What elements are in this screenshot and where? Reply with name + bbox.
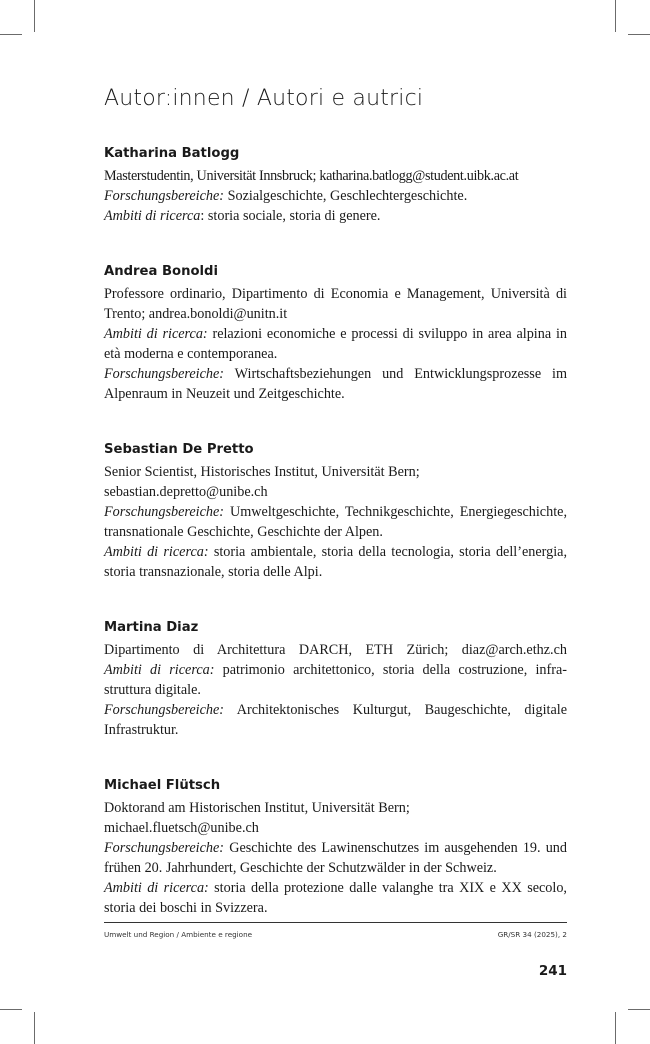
footer-issue: GR/SR 34 (2025), 2	[497, 930, 567, 939]
author-affiliation: Senior Scientist, Historisches Institut, Universität Bern;	[104, 464, 420, 480]
author-entry	[104, 778, 567, 918]
footer-journal-title: Umwelt und Region / Ambiente e regione	[104, 930, 253, 939]
footer-divider	[104, 922, 567, 923]
page-title: Autor:innen / Autori e autrici	[104, 86, 424, 111]
author-name: Andrea Bonoldi	[104, 264, 219, 279]
author-affiliation: Dipartimento di Architettura DARCH, ETH Zürich; diaz@arch.ethz.ch	[104, 642, 567, 658]
research-areas-de: Forschungsbereiche: Umweltgeschichte, Technikgeschichte, Energiegeschichte, transnationale Geschichte, Geschichte der Alpen.	[104, 504, 567, 540]
crop-mark	[0, 34, 22, 35]
author-affiliation: Professore ordinario, Dipartimento di Economia e Management, Università di Trento; andrea.bonoldi@unitn.it	[104, 286, 567, 322]
author-name: Martina Diaz	[104, 620, 199, 635]
page-number: 241	[538, 963, 567, 979]
crop-mark	[628, 34, 650, 35]
author-affiliation: Masterstudentin, Universität Innsbruck; katharina.batlogg@student.uibk.ac.at	[104, 168, 519, 184]
research-areas-de: Forschungsbereiche: Wirtschaftsbeziehungen und Entwicklungsprozesse im Alpenraum in Neuzeit und Zeitgeschichte.	[104, 366, 567, 402]
crop-mark	[34, 1012, 35, 1044]
author-entry	[104, 620, 567, 740]
author-name: Sebastian De Pretto	[104, 442, 254, 457]
research-areas-it: Ambiti di ricerca: storia della protezione dalle valanghe tra XIX e XX secolo, storia dei boschi in Svizzera.	[104, 880, 567, 916]
author-email: michael.fluetsch@unibe.ch	[104, 820, 259, 836]
crop-mark	[34, 0, 35, 32]
research-areas-it: Ambiti di ricerca: storia ambientale, storia della tecnologia, storia dell’energia, storia transnazionale, storia delle Alpi.	[104, 544, 567, 580]
research-areas-it: Ambiti di ricerca: storia sociale, storia di genere.	[104, 208, 381, 224]
research-areas-de: Forschungsbereiche: Geschichte des Lawinenschutzes im ausgehenden 19. und frühen 20. Jahrhundert, Geschichte der Schutzwälder in der Schweiz.	[104, 840, 567, 876]
author-name: Katharina Batlogg	[104, 146, 240, 161]
crop-mark	[615, 0, 616, 32]
author-name: Michael Flütsch	[104, 778, 221, 793]
research-areas-it: Ambiti di ricerca: relazioni economiche e processi di sviluppo in area alpina in età moderna e contemporanea.	[104, 326, 567, 362]
research-areas-de: Forschungsbereiche: Architektonisches Kulturgut, Baugeschichte, digitale Infrastruktur.	[104, 702, 567, 738]
crop-mark	[0, 1009, 22, 1010]
author-affiliation: Doktorand am Historischen Institut, Universität Bern;	[104, 800, 410, 816]
research-areas-de: Forschungsbereiche: Sozialgeschichte, Geschlechtergeschichte.	[104, 188, 468, 204]
crop-mark	[615, 1012, 616, 1044]
author-entry	[104, 264, 567, 404]
author-entry	[104, 146, 567, 226]
research-areas-it: Ambiti di ricerca: patrimonio architettonico, storia della costruzione, infrastruttura digitale.	[104, 662, 567, 698]
author-email: sebastian.depretto@unibe.ch	[104, 484, 268, 500]
crop-mark	[628, 1009, 650, 1010]
author-entry	[104, 442, 567, 582]
